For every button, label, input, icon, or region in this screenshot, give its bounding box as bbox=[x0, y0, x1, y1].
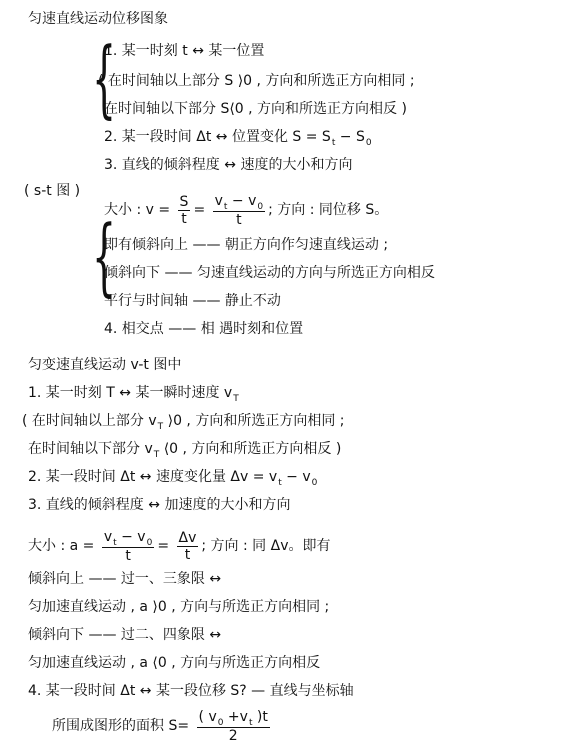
s2-l4-text: 2. 某一段时间 Δt ↔ 速度变化量 Δv = v bbox=[28, 469, 278, 485]
s1-l4-text: 2. 某一段时间 Δt ↔ 位置变化 S = S bbox=[104, 129, 331, 145]
s2-area-s2: t bbox=[248, 717, 253, 728]
s2-line-up: 倾斜向上 —— 过一、三象限 ↔ bbox=[28, 571, 222, 587]
s2-line-down: 倾斜向下 —— 过二、四象限 ↔ bbox=[28, 627, 222, 643]
s1-fraction-s-t bbox=[178, 194, 191, 227]
s1-line-up: 即有倾斜向上 —— 朝正方向作匀速直线运动 ; bbox=[104, 237, 389, 253]
s2-area-s1: 0 bbox=[217, 717, 224, 728]
s2-fraction-accel bbox=[102, 529, 154, 564]
s1-l6-eq: = bbox=[193, 202, 206, 218]
st-graph-label: ( s-t 图 ) bbox=[24, 183, 81, 199]
s2-line-above-axis bbox=[22, 412, 345, 432]
s2-l6-pre: 大小 : a = bbox=[28, 538, 95, 554]
s1-f2-s1: t bbox=[223, 201, 228, 212]
s1-line-below-axis: 在时间轴以下部分 S⟨0 , 方向和所选正方向相反 ) bbox=[104, 101, 407, 117]
s1-line-above-axis: ( 在时间轴以上部分 S ⟩0 , 方向和所选正方向相同 ; bbox=[98, 73, 415, 89]
s2-l3-text: 在时间轴以下部分 v bbox=[28, 441, 153, 457]
s1-f1-num: S bbox=[179, 193, 189, 210]
s1-f2-num bbox=[213, 193, 265, 212]
s2-l3-sub: T bbox=[153, 450, 160, 460]
s2-area-post: )t bbox=[252, 708, 268, 725]
s2-line-accel-neg: 匀加速直线运动 , a ⟨0 , 方向与所选正方向相反 bbox=[28, 655, 321, 671]
s2-f1-s1: t bbox=[113, 537, 117, 548]
s2-line-interval bbox=[28, 468, 317, 488]
s2-l6-post: ; 方向 : 同 Δv。即有 bbox=[201, 538, 331, 554]
s1-line-intersect: 4. 相交点 —— 相 遇时刻和位置 bbox=[104, 321, 304, 337]
brace-bottom: { bbox=[92, 207, 117, 305]
brace-top: { bbox=[92, 29, 117, 127]
s2-line-accel-pos: 匀加速直线运动 , a ⟩0 , 方向与所选正方向相同 ; bbox=[28, 599, 330, 615]
s1-l6-post: ; 方向 : 同位移 S。 bbox=[268, 202, 389, 218]
s2-l1-sub: T bbox=[233, 394, 239, 404]
s2-area-num bbox=[197, 709, 270, 728]
s1-f1-den: t bbox=[181, 210, 187, 227]
s2-f2-num: Δv bbox=[178, 529, 197, 546]
s2-fraction-dv-t bbox=[177, 530, 199, 563]
s1-line-down: 倾斜向下 —— 匀速直线运动的方向与所选正方向相反 bbox=[104, 265, 435, 281]
s1-line-interval bbox=[104, 128, 372, 148]
s2-l4-mid: − v bbox=[281, 469, 311, 485]
s2-line-displacement: 4. 某一段时间 Δt ↔ 某一段位移 S? — 直线与坐标轴 bbox=[28, 683, 354, 699]
s1-f2-v: v bbox=[214, 192, 223, 209]
s1-f2-den: t bbox=[236, 211, 242, 228]
s1-f2-mid: − v bbox=[227, 192, 257, 209]
s1-line-slope: 3. 直线的倾斜程度 ↔ 速度的大小和方向 bbox=[104, 157, 353, 173]
s2-line-moment bbox=[28, 384, 239, 404]
s2-f1-mid: − v bbox=[116, 528, 146, 545]
s2-f1-den: t bbox=[125, 547, 131, 564]
s1-l4-mid: − S bbox=[335, 129, 365, 145]
s2-line-slope: 3. 直线的倾斜程度 ↔ 加速度的大小和方向 bbox=[28, 497, 291, 513]
section1-title: 匀速直线运动位移图象 bbox=[28, 11, 168, 27]
s2-l2-sub: T bbox=[157, 422, 164, 432]
s2-l4-sub1: t bbox=[278, 478, 282, 488]
s2-area-num-pre: ( v bbox=[198, 708, 217, 725]
s2-area-mid: +v bbox=[223, 708, 248, 725]
s2-line-below-axis bbox=[28, 440, 341, 460]
s2-line-magnitude bbox=[28, 526, 331, 566]
s2-fraction-area bbox=[197, 709, 270, 744]
s2-l1-text: 1. 某一时刻 T ↔ 某一瞬时速度 v bbox=[28, 385, 233, 401]
s1-line-moment: 1. 某一时刻 t ↔ 某一位置 bbox=[104, 43, 265, 59]
section2-title: 匀变速直线运动 v-t 图中 bbox=[28, 357, 182, 373]
s2-l2-post: ⟩0 , 方向和所选正方向相同 ; bbox=[163, 413, 345, 429]
s2-area-den: 2 bbox=[228, 727, 238, 744]
s1-l6-pre: 大小 : v = bbox=[104, 202, 171, 218]
s1-line-magnitude bbox=[104, 190, 388, 230]
s2-f1-v: v bbox=[103, 528, 113, 545]
s1-f2-s2: 0 bbox=[257, 201, 264, 212]
s2-l6-eq: = bbox=[157, 538, 170, 554]
s2-line-area bbox=[52, 706, 273, 746]
s1-line-parallel: 平行与时间轴 —— 静止不动 bbox=[104, 293, 281, 309]
s1-l4-sub1: t bbox=[331, 138, 336, 148]
s2-l2-text: ( 在时间轴以上部分 v bbox=[22, 413, 157, 429]
s1-l4-sub2: 0 bbox=[365, 138, 372, 148]
s2-f1-s2: 0 bbox=[146, 537, 153, 548]
s2-l4-sub2: 0 bbox=[311, 478, 318, 488]
s2-f2-den: t bbox=[184, 546, 191, 563]
s2-l12-pre: 所围成图形的面积 S= bbox=[52, 718, 190, 734]
s1-fraction-velocity bbox=[213, 193, 265, 228]
s2-l3-post: ⟨0 , 方向和所选正方向相反 ) bbox=[159, 441, 342, 457]
s2-f1-num bbox=[102, 529, 154, 548]
